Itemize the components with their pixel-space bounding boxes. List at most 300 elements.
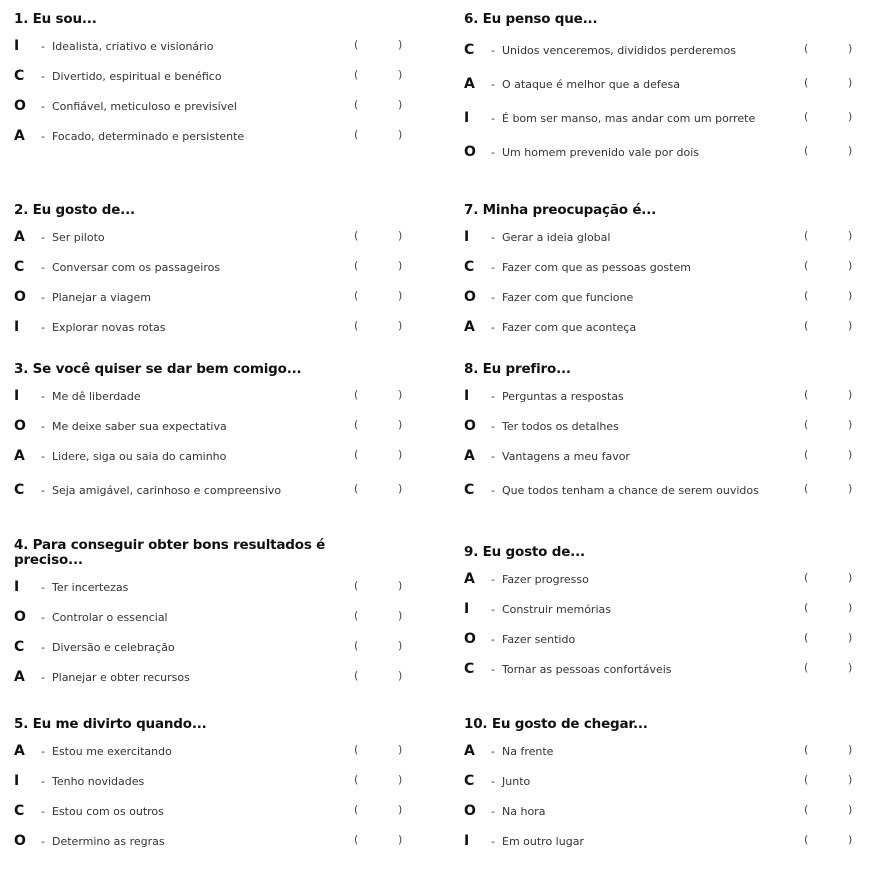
option-letter: A: [464, 743, 475, 759]
answer-box-open: (: [804, 229, 809, 242]
option-dash: -: [491, 320, 495, 334]
option-row: [464, 766, 869, 796]
answer-box-open: (: [804, 743, 809, 756]
answer-box-open: (: [354, 833, 359, 846]
answer-box[interactable]: [354, 609, 404, 625]
answer-box-open: (: [804, 448, 809, 461]
answer-box[interactable]: [354, 38, 404, 54]
answer-box-open: (: [354, 669, 359, 682]
answer-box-open: (: [354, 773, 359, 786]
option-dash: -: [491, 389, 495, 403]
answer-box-close: ): [848, 110, 853, 123]
option-row: [464, 411, 869, 441]
option-dash: -: [41, 69, 45, 83]
answer-box[interactable]: [354, 448, 404, 464]
option-letter: C: [464, 482, 475, 498]
answer-box[interactable]: [804, 601, 854, 617]
answer-box[interactable]: [804, 388, 854, 404]
option-letter: C: [464, 773, 475, 789]
option-letter: O: [14, 418, 26, 434]
question-title: 9. Eu gosto de...: [464, 544, 585, 560]
question-9: [464, 545, 869, 684]
answer-box-open: (: [804, 110, 809, 123]
option-row: [464, 252, 869, 282]
option-dash: -: [41, 804, 45, 818]
question-title: 10. Eu gosto de chegar...: [464, 716, 648, 732]
answer-box[interactable]: [804, 631, 854, 647]
option-dash: -: [41, 640, 45, 654]
option-row: [464, 312, 869, 342]
answer-box[interactable]: [354, 803, 404, 819]
answer-box[interactable]: [804, 144, 854, 160]
option-dash: -: [41, 260, 45, 274]
question-title: 4. Para conseguir obter bons resultados é preciso...: [14, 537, 326, 568]
option-row: [14, 282, 424, 312]
option-dash: -: [491, 290, 495, 304]
option-dash: -: [491, 449, 495, 463]
option-dash: -: [41, 290, 45, 304]
answer-box-open: (: [354, 289, 359, 302]
answer-box[interactable]: [354, 319, 404, 335]
answer-box[interactable]: [804, 448, 854, 464]
answer-box-open: (: [804, 773, 809, 786]
option-text: Junto: [502, 774, 531, 788]
answer-box[interactable]: [804, 833, 854, 849]
option-row: [464, 654, 869, 684]
option-letter: O: [14, 98, 26, 114]
answer-box-close: ): [398, 289, 403, 302]
answer-box[interactable]: [354, 482, 404, 498]
answer-box-close: ): [848, 803, 853, 816]
answer-box[interactable]: [354, 579, 404, 595]
answer-box[interactable]: [804, 42, 854, 58]
option-letter: I: [14, 38, 20, 54]
option-text: Na hora: [502, 804, 546, 818]
option-text: Me deixe saber sua expectativa: [52, 419, 227, 433]
option-letter: C: [464, 42, 475, 58]
answer-box-open: (: [804, 144, 809, 157]
option-row: [14, 471, 424, 509]
option-letter: I: [464, 110, 470, 126]
option-text: Que todos tenham a chance de serem ouvidos: [502, 483, 759, 497]
answer-box-close: ): [848, 773, 853, 786]
question-title: 2. Eu gosto de...: [14, 202, 135, 218]
answer-box-open: (: [354, 229, 359, 242]
option-dash: -: [41, 449, 45, 463]
option-text: Na frente: [502, 744, 554, 758]
option-letter: I: [14, 579, 20, 595]
option-dash: -: [41, 39, 45, 53]
option-text: Estou me exercitando: [52, 744, 172, 758]
option-letter: A: [14, 669, 25, 685]
option-row: [14, 222, 424, 252]
answer-box-close: ): [398, 418, 403, 431]
option-letter: A: [14, 448, 25, 464]
answer-box[interactable]: [354, 669, 404, 685]
option-row: [464, 564, 869, 594]
option-letter: A: [464, 76, 475, 92]
answer-box[interactable]: [804, 229, 854, 245]
option-dash: -: [491, 744, 495, 758]
answer-box[interactable]: [804, 803, 854, 819]
answer-box-close: ): [398, 448, 403, 461]
answer-box[interactable]: [354, 743, 404, 759]
answer-box-open: (: [804, 418, 809, 431]
answer-box-close: ): [398, 743, 403, 756]
option-row: [14, 91, 424, 121]
answer-box-close: ): [848, 388, 853, 401]
question-10: [464, 717, 869, 856]
option-text: Fazer sentido: [502, 632, 576, 646]
option-letter: A: [464, 571, 475, 587]
option-letter: O: [14, 289, 26, 305]
answer-box-open: (: [804, 42, 809, 55]
option-dash: -: [41, 744, 45, 758]
option-letter: C: [464, 259, 475, 275]
answer-box[interactable]: [804, 743, 854, 759]
option-letter: A: [464, 448, 475, 464]
answer-box[interactable]: [804, 773, 854, 789]
option-letter: A: [14, 229, 25, 245]
question-title: 1. Eu sou...: [14, 11, 97, 27]
option-row: [14, 441, 424, 471]
option-text: Em outro lugar: [502, 834, 584, 848]
option-dash: -: [491, 419, 495, 433]
option-row: [464, 31, 869, 69]
option-text: Tenho novidades: [52, 774, 145, 788]
option-row: [464, 796, 869, 826]
option-text: Ter incertezas: [52, 580, 129, 594]
option-dash: -: [491, 632, 495, 646]
answer-box[interactable]: [354, 68, 404, 84]
option-letter: I: [464, 229, 470, 245]
question-4: [14, 538, 424, 692]
question-title: 8. Eu prefiro...: [464, 361, 571, 377]
answer-box-close: ): [398, 669, 403, 682]
option-dash: -: [41, 129, 45, 143]
option-row: [14, 121, 424, 151]
option-letter: O: [464, 289, 476, 305]
answer-box-close: ): [848, 42, 853, 55]
answer-box-close: ): [848, 661, 853, 674]
option-text: Fazer progresso: [502, 572, 589, 586]
option-letter: C: [464, 661, 475, 677]
option-row: [464, 441, 869, 471]
option-letter: I: [464, 601, 470, 617]
option-letter: I: [14, 773, 20, 789]
option-letter: O: [14, 609, 26, 625]
option-letter: A: [14, 743, 25, 759]
answer-box-close: ): [398, 38, 403, 51]
option-text: Fazer com que funcione: [502, 290, 634, 304]
option-text: Confiável, meticuloso e previsível: [52, 99, 237, 113]
option-letter: C: [14, 259, 25, 275]
option-text: Controlar o essencial: [52, 610, 168, 624]
option-dash: -: [491, 145, 495, 159]
option-text: Conversar com os passageiros: [52, 260, 221, 274]
option-text: Ser piloto: [52, 230, 105, 244]
option-letter: O: [464, 631, 476, 647]
option-text: Seja amigável, carinhoso e compreensivo: [52, 483, 282, 497]
option-text: Lidere, siga ou saia do caminho: [52, 449, 227, 463]
option-letter: C: [14, 68, 25, 84]
option-row: [14, 312, 424, 342]
answer-box[interactable]: [354, 128, 404, 144]
answer-box-open: (: [354, 609, 359, 622]
option-letter: C: [14, 639, 25, 655]
answer-box[interactable]: [804, 482, 854, 498]
option-row: [464, 381, 869, 411]
option-row: [464, 594, 869, 624]
option-text: Divertido, espiritual e benéfico: [52, 69, 222, 83]
question-5: [14, 717, 424, 856]
option-text: Um homem prevenido vale por dois: [502, 145, 700, 159]
answer-box-open: (: [804, 76, 809, 89]
option-row: [14, 662, 424, 692]
answer-box-close: ): [398, 259, 403, 272]
answer-box[interactable]: [354, 639, 404, 655]
answer-box-close: ): [398, 609, 403, 622]
answer-box-open: (: [804, 388, 809, 401]
option-letter: A: [464, 319, 475, 335]
answer-box-close: ): [848, 76, 853, 89]
answer-box-open: (: [354, 579, 359, 592]
option-dash: -: [491, 77, 495, 91]
answer-box-close: ): [398, 833, 403, 846]
answer-box-open: (: [354, 803, 359, 816]
option-dash: -: [491, 483, 495, 497]
answer-box-open: (: [804, 289, 809, 302]
answer-box-open: (: [804, 319, 809, 332]
option-text: Fazer com que as pessoas gostem: [502, 260, 691, 274]
answer-box-close: ): [398, 68, 403, 81]
option-row: [464, 282, 869, 312]
answer-box-close: ): [848, 601, 853, 614]
option-dash: -: [491, 230, 495, 244]
answer-box-close: ): [848, 743, 853, 756]
answer-box[interactable]: [354, 833, 404, 849]
answer-box-close: ): [398, 579, 403, 592]
option-dash: -: [491, 111, 495, 125]
option-letter: C: [14, 482, 25, 498]
answer-box-open: (: [804, 803, 809, 816]
option-text: Perguntas a respostas: [502, 389, 624, 403]
answer-box-open: (: [804, 833, 809, 846]
option-row: [14, 572, 424, 602]
option-dash: -: [41, 419, 45, 433]
answer-box-close: ): [398, 319, 403, 332]
option-letter: O: [464, 144, 476, 160]
option-text: Ter todos os detalhes: [502, 419, 619, 433]
option-letter: I: [14, 388, 20, 404]
option-dash: -: [491, 260, 495, 274]
answer-box-close: ): [398, 128, 403, 141]
option-text: Construir memórias: [502, 602, 611, 616]
option-dash: -: [41, 483, 45, 497]
answer-box[interactable]: [804, 418, 854, 434]
option-dash: -: [491, 602, 495, 616]
option-row: [464, 99, 869, 137]
option-dash: -: [41, 230, 45, 244]
option-row: [464, 222, 869, 252]
option-text: Gerar a ideia global: [502, 230, 611, 244]
answer-box-close: ): [398, 482, 403, 495]
answer-box[interactable]: [354, 388, 404, 404]
option-text: O ataque é melhor que a defesa: [502, 77, 681, 91]
option-row: [14, 411, 424, 441]
option-text: Tornar as pessoas confortáveis: [502, 662, 672, 676]
option-dash: -: [41, 99, 45, 113]
option-letter: C: [14, 803, 25, 819]
question-3: [14, 362, 424, 509]
option-text: Focado, determinado e persistente: [52, 129, 245, 143]
answer-box-open: (: [354, 319, 359, 332]
answer-box-close: ): [398, 388, 403, 401]
option-text: Fazer com que aconteça: [502, 320, 637, 334]
answer-box-close: ): [848, 631, 853, 644]
answer-box-close: ): [848, 448, 853, 461]
question-1: [14, 12, 424, 151]
option-row: [14, 796, 424, 826]
option-text: Unidos venceremos, divididos perderemos: [502, 43, 736, 57]
option-row: [464, 69, 869, 99]
option-dash: -: [491, 774, 495, 788]
option-dash: -: [491, 804, 495, 818]
option-row: [14, 736, 424, 766]
answer-box-close: ): [398, 803, 403, 816]
option-text: É bom ser manso, mas andar com um porrete: [502, 111, 756, 125]
option-dash: -: [41, 774, 45, 788]
answer-box-close: ): [848, 418, 853, 431]
option-text: Planejar a viagem: [52, 290, 151, 304]
option-dash: -: [41, 580, 45, 594]
answer-box-close: ): [398, 773, 403, 786]
answer-box-open: (: [354, 128, 359, 141]
option-letter: O: [14, 833, 26, 849]
answer-box[interactable]: [804, 571, 854, 587]
option-text: Vantagens a meu favor: [502, 449, 630, 463]
option-letter: I: [464, 833, 470, 849]
answer-box-open: (: [354, 418, 359, 431]
answer-box-close: ): [848, 482, 853, 495]
answer-box-close: ): [398, 98, 403, 111]
question-8: [464, 362, 869, 509]
question-title: 6. Eu penso que...: [464, 11, 598, 27]
answer-box[interactable]: [354, 98, 404, 114]
option-row: [14, 252, 424, 282]
answer-box-open: (: [354, 38, 359, 51]
question-2: [14, 203, 424, 342]
option-text: Planejar e obter recursos: [52, 670, 190, 684]
option-letter: A: [14, 128, 25, 144]
option-row: [14, 61, 424, 91]
answer-box-close: ): [848, 289, 853, 302]
option-row: [14, 381, 424, 411]
answer-box[interactable]: [804, 661, 854, 677]
option-row: [14, 602, 424, 632]
option-text: Estou com os outros: [52, 804, 164, 818]
answer-box-open: (: [354, 388, 359, 401]
answer-box-open: (: [804, 571, 809, 584]
option-row: [464, 736, 869, 766]
answer-box[interactable]: [804, 259, 854, 275]
answer-box-open: (: [804, 482, 809, 495]
option-row: [14, 826, 424, 856]
option-row: [14, 632, 424, 662]
answer-box-close: ): [848, 571, 853, 584]
option-row: [464, 826, 869, 856]
option-letter: I: [14, 319, 20, 335]
option-text: Idealista, criativo e visionário: [52, 39, 214, 53]
option-dash: -: [491, 43, 495, 57]
option-dash: -: [491, 662, 495, 676]
answer-box[interactable]: [804, 110, 854, 126]
answer-box-open: (: [354, 98, 359, 111]
option-dash: -: [41, 834, 45, 848]
option-dash: -: [491, 834, 495, 848]
answer-box[interactable]: [354, 289, 404, 305]
answer-box-open: (: [354, 259, 359, 272]
question-7: [464, 203, 869, 342]
question-title: 5. Eu me divirto quando...: [14, 716, 207, 732]
answer-box-close: ): [398, 639, 403, 652]
option-dash: -: [41, 389, 45, 403]
option-dash: -: [41, 320, 45, 334]
answer-box[interactable]: [804, 319, 854, 335]
question-title: 3. Se você quiser se dar bem comigo...: [14, 361, 302, 377]
option-row: [14, 766, 424, 796]
answer-box[interactable]: [354, 259, 404, 275]
answer-box[interactable]: [804, 76, 854, 92]
answer-box-close: ): [848, 259, 853, 272]
option-text: Diversão e celebração: [52, 640, 175, 654]
option-letter: I: [464, 388, 470, 404]
option-row: [464, 624, 869, 654]
answer-box[interactable]: [354, 773, 404, 789]
answer-box-open: (: [354, 482, 359, 495]
answer-box-open: (: [804, 259, 809, 272]
answer-box-open: (: [354, 448, 359, 461]
option-dash: -: [41, 670, 45, 684]
answer-box-close: ): [848, 833, 853, 846]
answer-box-close: ): [848, 229, 853, 242]
answer-box-open: (: [354, 68, 359, 81]
question-title: 7. Minha preocupação é...: [464, 202, 657, 218]
option-dash: -: [491, 572, 495, 586]
answer-box-close: ): [848, 319, 853, 332]
option-letter: O: [464, 418, 476, 434]
option-letter: O: [464, 803, 476, 819]
answer-box-open: (: [804, 661, 809, 674]
option-text: Determino as regras: [52, 834, 165, 848]
question-6: [464, 12, 869, 167]
answer-box-open: (: [804, 601, 809, 614]
answer-box-close: ): [398, 229, 403, 242]
option-row: [464, 471, 869, 509]
answer-box-close: ): [848, 144, 853, 157]
answer-box[interactable]: [354, 418, 404, 434]
option-row: [14, 31, 424, 61]
answer-box[interactable]: [354, 229, 404, 245]
option-row: [464, 137, 869, 167]
answer-box-open: (: [354, 639, 359, 652]
option-text: Me dê liberdade: [52, 389, 141, 403]
option-text: Explorar novas rotas: [52, 320, 166, 334]
answer-box[interactable]: [804, 289, 854, 305]
answer-box-open: (: [354, 743, 359, 756]
answer-box-open: (: [804, 631, 809, 644]
option-dash: -: [41, 610, 45, 624]
